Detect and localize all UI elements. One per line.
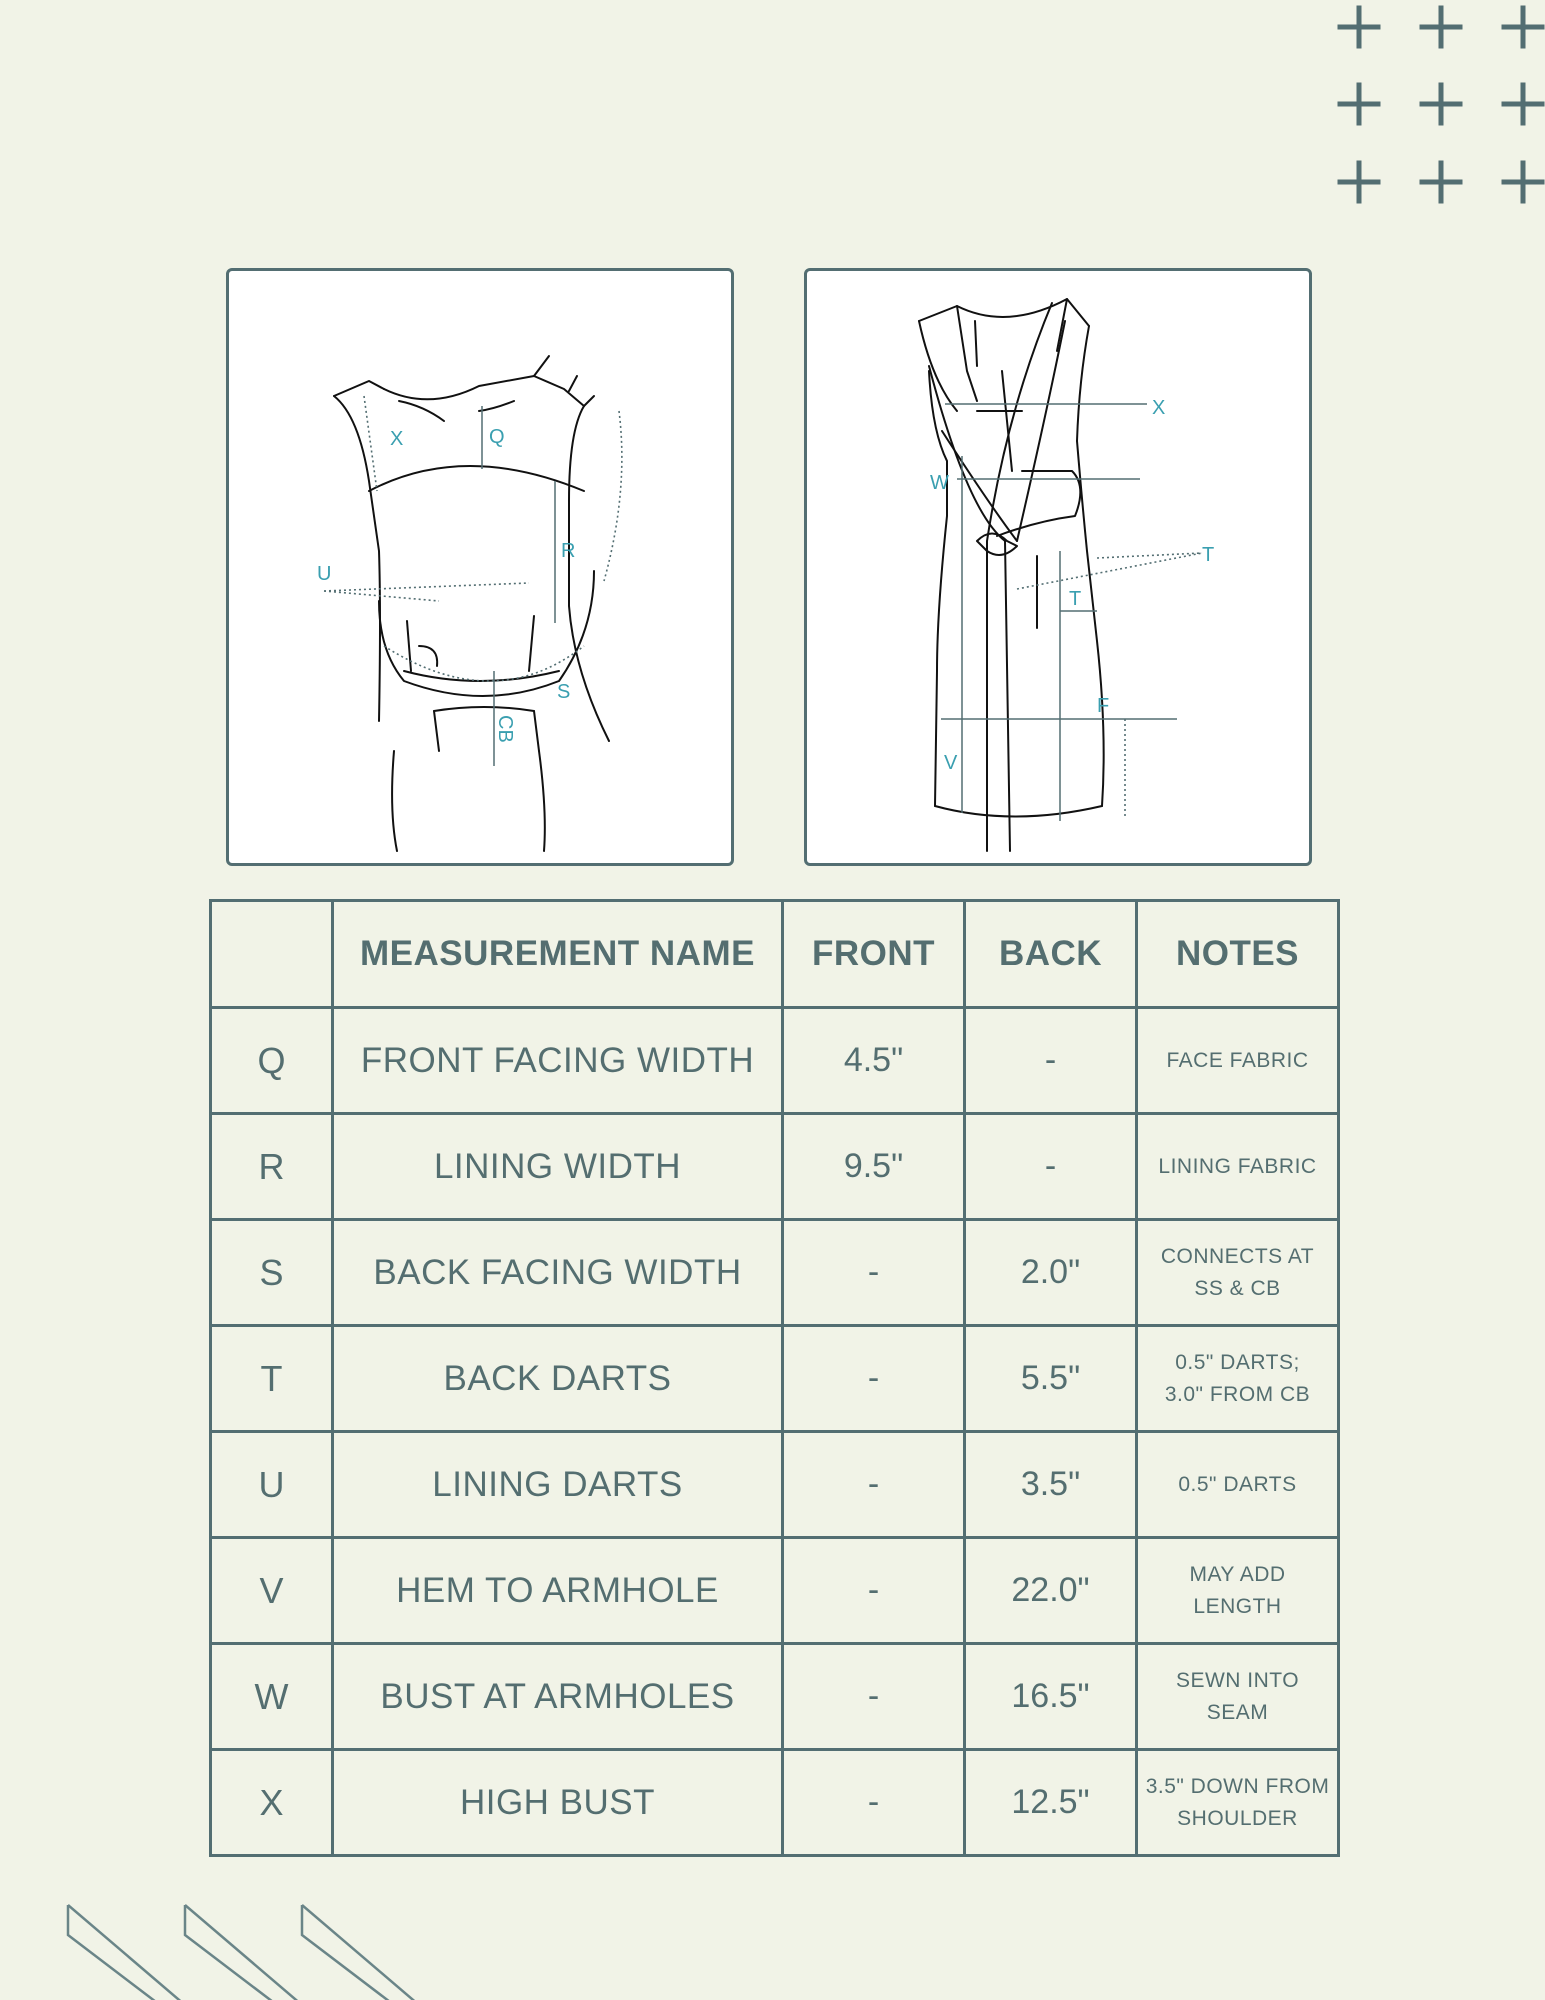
header-measurement-name: MEASUREMENT NAME (333, 901, 783, 1008)
measurement-name-cell: FRONT FACING WIDTH (333, 1008, 783, 1114)
front-value-cell: - (783, 1538, 965, 1644)
back-value-cell: 16.5" (965, 1644, 1137, 1750)
back-value-cell: - (965, 1114, 1137, 1220)
back-value-cell: 2.0" (965, 1220, 1137, 1326)
table-row (211, 1220, 1339, 1326)
back-measurement-lines (941, 404, 1202, 821)
row-code-cell: T (211, 1326, 333, 1432)
header-code (211, 901, 333, 1008)
header-back: BACK (965, 901, 1137, 1008)
back-value-cell: 12.5" (965, 1750, 1137, 1856)
front-label-u: U (317, 563, 332, 585)
note-line: SEWN INTO (1175, 1668, 1300, 1692)
back-value-cell: - (965, 1008, 1137, 1114)
note-line: SEAM (1206, 1700, 1269, 1724)
back-label-v: V (944, 752, 958, 774)
front-value-cell: 9.5" (783, 1114, 965, 1220)
row-code-cell: X (211, 1750, 333, 1856)
notes-cell (1137, 1220, 1339, 1326)
header-front: FRONT (783, 901, 965, 1008)
row-code-cell: W (211, 1644, 333, 1750)
front-label-cb: CB (494, 715, 516, 743)
front-garment-sketch (334, 356, 609, 851)
row-code-cell: S (211, 1220, 333, 1326)
front-value-cell: - (783, 1644, 965, 1750)
front-measurement-lines (324, 396, 622, 766)
measurement-name-cell: LINING DARTS (333, 1432, 783, 1538)
row-code-cell: R (211, 1114, 333, 1220)
front-value-cell: - (783, 1432, 965, 1538)
front-value-cell: - (783, 1750, 965, 1856)
table-row (211, 1750, 1339, 1856)
note-line: 3.5" DOWN FROM (1145, 1774, 1330, 1798)
note-line: SS & CB (1194, 1276, 1281, 1300)
row-code-cell: Q (211, 1008, 333, 1114)
measurement-name-cell: BACK DARTS (333, 1326, 783, 1432)
notes-cell (1137, 1644, 1339, 1750)
measurement-table (209, 899, 1340, 1857)
note-line: LINING FABRIC (1158, 1154, 1317, 1178)
note-line: 0.5" DARTS (1178, 1472, 1297, 1496)
front-view-diagram (226, 268, 734, 866)
measurement-name-cell: BUST AT ARMHOLES (333, 1644, 783, 1750)
row-code-cell: U (211, 1432, 333, 1538)
measurement-name-cell: HIGH BUST (333, 1750, 783, 1856)
back-value-cell: 5.5" (965, 1326, 1137, 1432)
back-view-diagram (804, 268, 1312, 866)
note-line: 0.5" DARTS; (1175, 1350, 1300, 1374)
note-line: SHOULDER (1177, 1806, 1298, 1830)
note-line: MAY ADD (1189, 1562, 1286, 1586)
back-value-cell: 3.5" (965, 1432, 1137, 1538)
front-label-q: Q (489, 426, 505, 448)
front-label-x: X (390, 428, 404, 450)
back-label-f: F (1097, 695, 1110, 717)
measurement-name-cell: HEM TO ARMHOLE (333, 1538, 783, 1644)
front-value-cell: - (783, 1220, 965, 1326)
table-row (211, 1114, 1339, 1220)
note-line: FACE FABRIC (1166, 1048, 1309, 1072)
notes-cell (1137, 1432, 1339, 1538)
front-label-r: R (561, 540, 576, 562)
plus-grid-decoration (1320, 0, 1545, 210)
header-notes: NOTES (1137, 901, 1339, 1008)
table-row (211, 1538, 1339, 1644)
back-label-t-right: T (1202, 544, 1215, 566)
notes-cell (1137, 1326, 1339, 1432)
table-header-row (211, 901, 1339, 1008)
front-value-cell: 4.5" (783, 1008, 965, 1114)
back-label-x: X (1152, 397, 1166, 419)
table-row (211, 1008, 1339, 1114)
measurement-name-cell: LINING WIDTH (333, 1114, 783, 1220)
note-line: 3.0" FROM CB (1164, 1382, 1311, 1406)
back-label-w: W (930, 472, 949, 494)
notes-cell (1137, 1538, 1339, 1644)
notes-cell (1137, 1750, 1339, 1856)
front-label-s: S (557, 681, 571, 703)
row-code-cell: V (211, 1538, 333, 1644)
measurement-name-cell: BACK FACING WIDTH (333, 1220, 783, 1326)
table-row (211, 1644, 1339, 1750)
notes-cell (1137, 1008, 1339, 1114)
back-label-t-inner: T (1069, 588, 1082, 610)
front-value-cell: - (783, 1326, 965, 1432)
diagonal-slashes-decoration (50, 1895, 450, 2000)
note-line: CONNECTS AT (1160, 1244, 1315, 1268)
table-row (211, 1326, 1339, 1432)
table-row (211, 1432, 1339, 1538)
notes-cell (1137, 1114, 1339, 1220)
back-value-cell: 22.0" (965, 1538, 1137, 1644)
note-line: LENGTH (1193, 1594, 1282, 1618)
